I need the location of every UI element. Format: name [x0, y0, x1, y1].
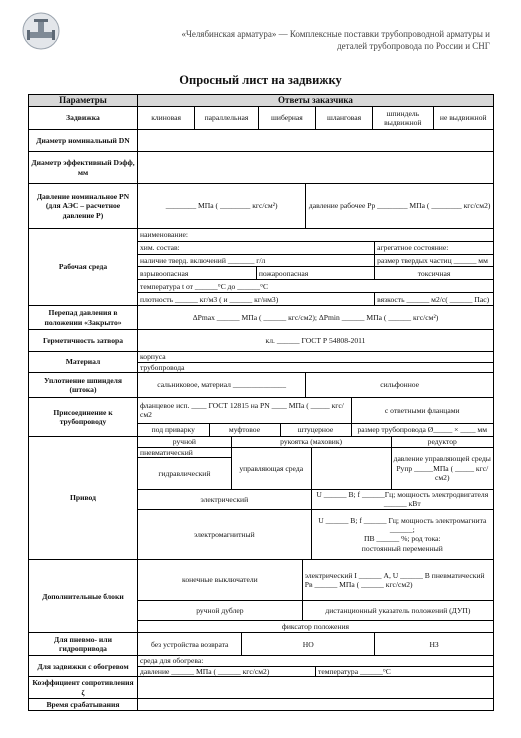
field-body-material[interactable]: корпуса	[138, 352, 493, 362]
row-medium	[29, 229, 494, 306]
column-header-answers: Ответы заказчика	[138, 95, 494, 107]
field-viscosity[interactable]: вязкость ______ м2/с( ______ Пас)	[375, 293, 493, 305]
option-handwheel[interactable]: рукоятка (маховик)	[231, 437, 391, 447]
table-header-row	[29, 95, 494, 107]
option-gland-seal[interactable]: сальниковое, материал ______________	[138, 373, 306, 397]
field-pn[interactable]: ________ МПа ( ________ кгс/см²)	[138, 184, 306, 228]
row-stem-seal	[29, 373, 494, 398]
field-aggregate[interactable]: агрегатное состояние:	[375, 241, 493, 254]
row-response-time	[29, 699, 494, 711]
label-pn: Давление номинальное PN (для АЭС – расчетное давление P)	[29, 184, 138, 229]
field-heating-medium[interactable]: среда для обогрева:	[138, 656, 493, 666]
option-hydraulic[interactable]: гидравлический	[138, 457, 231, 489]
option-toxic[interactable]: токсичная	[375, 267, 493, 280]
option-hose[interactable]: шланговая	[315, 107, 372, 129]
label-valve: Задвижка	[29, 107, 138, 130]
label-pressure-drop: Перепад давления в положении «Закрыто»	[29, 306, 138, 330]
row-pneumo	[29, 633, 494, 656]
option-manual[interactable]: ручной	[138, 437, 231, 447]
option-fire-hazard[interactable]: пожароопасная	[256, 267, 374, 280]
option-pin[interactable]: штуцерное	[280, 423, 351, 436]
option-rising-stem[interactable]: шпиндель выдвижной	[373, 107, 433, 129]
option-electric[interactable]: электрический	[138, 489, 311, 509]
row-connection	[29, 398, 494, 437]
row-pn	[29, 184, 494, 229]
field-pipe-size[interactable]: размер трубопровода Ø_____ × ____ мм	[351, 423, 493, 436]
field-pipe-material[interactable]: трубопровода	[138, 362, 493, 372]
field-electric-spec[interactable]: U ______ В; f ______Гц; мощность электродвигателя ______ кВт	[311, 489, 493, 509]
label-stem-seal: Уплотнение шпинделя (штока)	[29, 373, 138, 398]
field-supply-pressure[interactable]: давление управляющей среды Рупр _____МПа ( _____ кгс/см2)	[391, 447, 493, 489]
option-flanged[interactable]: фланцевое исп. ____ ГОСТ 12815 на PN ____ МПа ( _____ кгс/см2	[138, 398, 351, 423]
field-heating-pressure[interactable]: давление ______ МПа ( ______ кгс/см2)	[138, 666, 316, 676]
label-medium: Рабочая среда	[29, 229, 138, 306]
row-heating	[29, 656, 494, 677]
label-deff: Диаметр эффективный Dэфф, мм	[29, 152, 138, 184]
option-parallel[interactable]: параллельная	[195, 107, 259, 129]
option-gearbox[interactable]: редуктор	[391, 437, 493, 447]
field-chem[interactable]: хим. состав:	[138, 241, 375, 254]
row-extra-blocks	[29, 560, 494, 633]
field-control-medium[interactable]: управляющая среда	[231, 447, 311, 489]
row-material	[29, 352, 494, 373]
field-limit-spec[interactable]: электрический I ______ А, U ______ В пневматический Рв ______ МПа ( ______ кгс/см2)	[302, 560, 493, 600]
column-header-params: Параметры	[29, 95, 138, 107]
option-normally-closed[interactable]: НЗ	[375, 633, 493, 655]
option-electromagnetic[interactable]: электромагнитный	[138, 509, 311, 559]
header-line-2: деталей трубопровода по России и СНГ	[337, 41, 490, 51]
option-coupling[interactable]: муфтовое	[209, 423, 280, 436]
em-pv-line: ПВ ______ %; род тока:	[363, 534, 441, 544]
field-density[interactable]: плотность ______ кг/м3 ( и ______ кг/нм3)	[138, 293, 375, 305]
row-drive	[29, 437, 494, 560]
em-spec-line: U ______ В; f ______ Гц; мощность электромагнита ______;	[318, 516, 487, 535]
field-em-spec[interactable]	[311, 509, 493, 559]
option-normally-open[interactable]: НО	[242, 633, 375, 655]
answer-response-time[interactable]	[138, 699, 494, 711]
field-pressure-drop[interactable]: ΔPmax ______ МПа ( ______ кгс/см2); ΔPmin ______ МПа ( ______ кгс/см²)	[138, 306, 494, 330]
option-bellows-seal[interactable]: сильфонное	[306, 373, 493, 397]
label-heating: Для задвижки с обогревом	[29, 656, 138, 677]
row-deff	[29, 152, 494, 184]
option-gate[interactable]: шиберная	[258, 107, 315, 129]
answer-deff[interactable]	[138, 152, 494, 184]
label-response-time: Время срабатывания	[29, 699, 138, 711]
company-header	[150, 28, 490, 52]
option-position-indicator[interactable]: дистанционный указатель положений (ДУП)	[302, 600, 493, 620]
option-non-rising-stem[interactable]: не выдвижной	[433, 107, 493, 129]
row-valve-type	[29, 107, 494, 130]
option-weld[interactable]: под приварку	[138, 423, 209, 436]
field-medium-name[interactable]: наименование:	[138, 229, 493, 241]
field-heating-temperature[interactable]: температура ______°С	[316, 666, 494, 676]
label-tightness: Герметичность затвора	[29, 330, 138, 352]
answer-dn[interactable]	[138, 130, 494, 152]
option-explosive[interactable]: взрывоопасная	[138, 267, 256, 280]
label-material: Материал	[29, 352, 138, 373]
label-pneumo: Для пневмо- или гидропривода	[29, 633, 138, 656]
row-dn	[29, 130, 494, 152]
label-extra-blocks: Дополнительные блоки	[29, 560, 138, 633]
option-manual-override[interactable]: ручной дублер	[138, 600, 302, 620]
option-mating-flanges[interactable]: с ответными фланцами	[351, 398, 493, 423]
option-no-return[interactable]: без устройства возврата	[138, 633, 242, 655]
header-line-1: «Челябинская арматура» — Комплексные поставки трубопроводной арматуры и	[181, 29, 490, 39]
field-working-pressure[interactable]: давление рабочее Рр ________ МПа ( ________ кгс/см2)	[306, 184, 493, 228]
em-current-line: постоянный переменный	[361, 543, 443, 553]
row-tightness	[29, 330, 494, 352]
field-solids[interactable]: наличие тверд. включений _______ г/л	[138, 254, 375, 267]
label-resistance: Коэффициент сопротивления ζ	[29, 677, 138, 699]
field-particle-size[interactable]: размер твердых частиц ______ мм	[375, 254, 493, 267]
company-logo	[22, 12, 60, 50]
option-limit-switches[interactable]: конечные выключатели	[138, 560, 302, 600]
questionnaire-table	[28, 94, 494, 711]
option-wedge[interactable]: клиновая	[138, 107, 195, 129]
field-tightness[interactable]: кл. ______ ГОСТ Р 54808-2011	[138, 330, 494, 352]
answer-resistance[interactable]	[138, 677, 494, 699]
field-temperature[interactable]: температура t от ______°С до ______°С	[138, 280, 493, 293]
option-position-lock[interactable]: фиксатор положения	[138, 620, 493, 632]
label-dn: Диаметр номинальный DN	[29, 130, 138, 152]
label-drive: Привод	[29, 437, 138, 560]
page-title: Опросный лист на задвижку	[179, 73, 342, 87]
label-connection: Присоединение к трубопроводу	[29, 398, 138, 437]
row-resistance	[29, 677, 494, 699]
option-pneumatic[interactable]: пневматический	[138, 447, 231, 457]
row-pressure-drop	[29, 306, 494, 330]
